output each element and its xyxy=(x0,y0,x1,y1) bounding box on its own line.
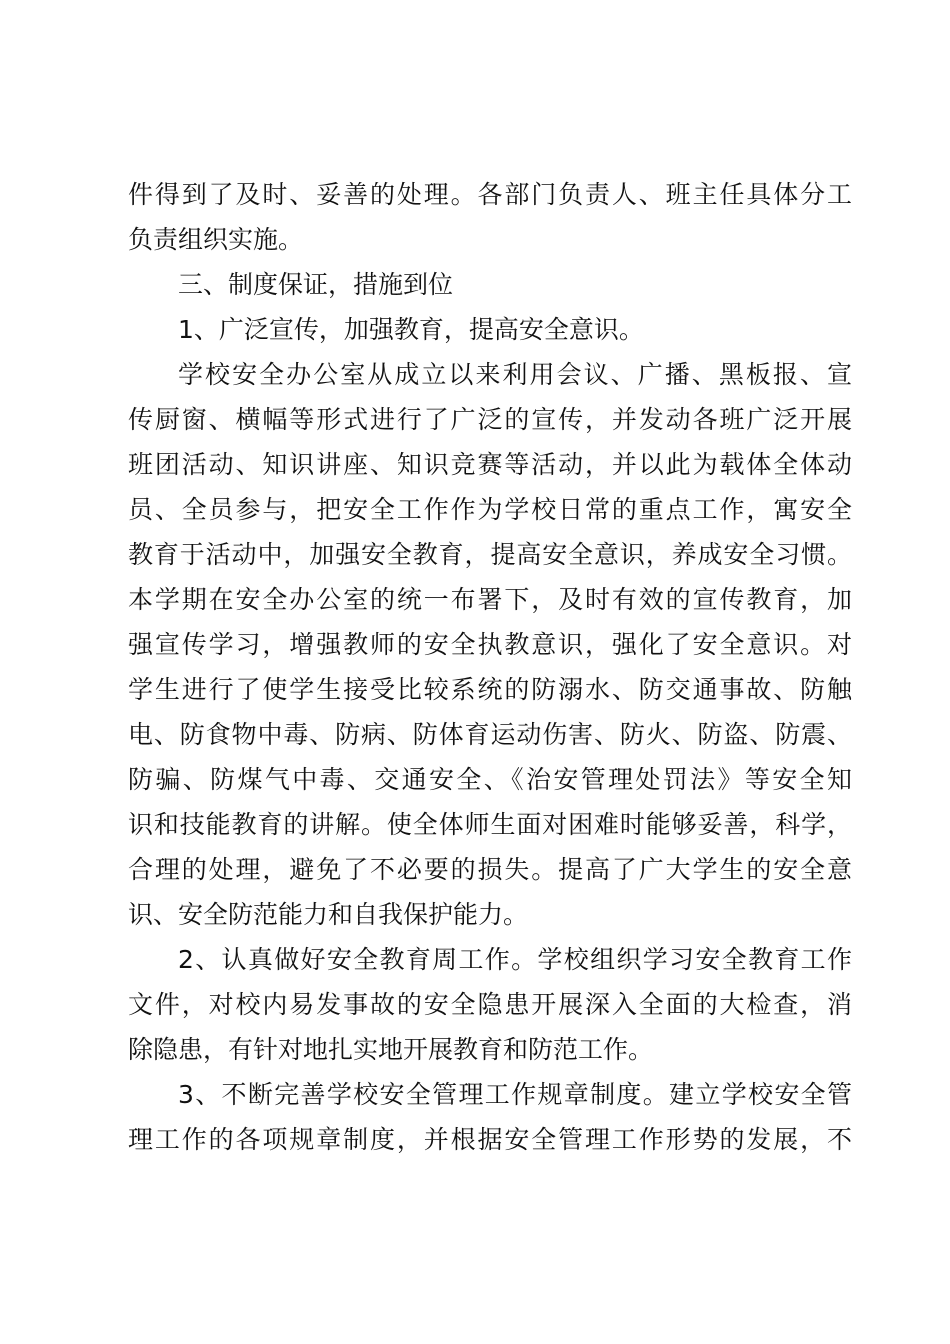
document-body xyxy=(128,172,852,1162)
text-line: 文件，对校内易发事故的安全隐患开展深入全面的大检查，消 xyxy=(128,990,852,1019)
text-line: 强宣传学习，增强教师的安全执教意识，强化了安全意识。对 xyxy=(128,630,852,659)
text-line: 本学期在安全办公室的统一布署下，及时有效的宣传教育，加 xyxy=(128,585,852,614)
text-line: 负责组织实施。 xyxy=(128,225,304,254)
text-line: 班团活动、知识讲座、知识竞赛等活动，并以此为载体全体动 xyxy=(128,450,852,479)
text-line: 电、防食物中毒、防病、防体育运动伤害、防火、防盗、防震、 xyxy=(128,720,852,749)
text-line: 合理的处理，避免了不必要的损失。提高了广大学生的安全意 xyxy=(128,855,852,884)
text-line: 员、全员参与，把安全工作作为学校日常的重点工作，寓安全 xyxy=(128,495,852,524)
text-line: 教育于活动中，加强安全教育，提高安全意识，养成安全习惯。 xyxy=(128,540,852,569)
text-line: 学校安全办公室从成立以来利用会议、广播、黑板报、宣 xyxy=(178,360,852,389)
subsection-heading: 1、广泛宣传，加强教育，提高安全意识。 xyxy=(178,315,644,344)
text-line: 识和技能教育的讲解。使全体师生面对困难时能够妥善，科学， xyxy=(128,810,852,839)
text-line: 除隐患，有针对地扎实地开展教育和防范工作。 xyxy=(128,1035,654,1064)
text-line: 学生进行了使学生接受比较系统的防溺水、防交通事故、防触 xyxy=(128,675,852,704)
section-heading: 三、制度保证，措施到位 xyxy=(178,270,454,299)
text-line: 防骗、防煤气中毒、交通安全、《治安管理处罚法》等安全知 xyxy=(128,765,852,794)
text-line: 理工作的各项规章制度，并根据安全管理工作形势的发展，不 xyxy=(128,1125,852,1154)
text-line: 件得到了及时、妥善的处理。各部门负责人、班主任具体分工 xyxy=(128,180,852,209)
text-line: 传厨窗、横幅等形式进行了广泛的宣传，并发动各班广泛开展 xyxy=(128,405,852,434)
subsection-heading: 3、不断完善学校安全管理工作规章制度。建立学校安全管 xyxy=(178,1080,852,1109)
text-line: 识、安全防范能力和自我保护能力。 xyxy=(128,900,529,929)
subsection-heading: 2、认真做好安全教育周工作。学校组织学习安全教育工作 xyxy=(178,945,852,974)
